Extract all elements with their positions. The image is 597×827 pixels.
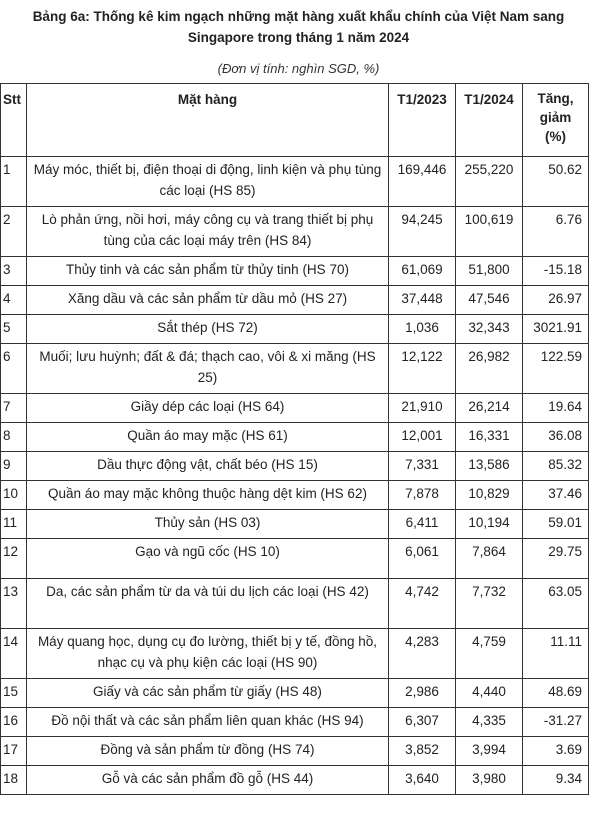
table-row [1, 510, 589, 539]
row-item: Lò phản ứng, nồi hơi, máy công cụ và trang thiết bị phụ tùng của các loại máy trên (HS 84) [27, 207, 389, 257]
row-t1-2023: 4,742 [389, 579, 456, 629]
row-stt: 9 [1, 452, 27, 481]
row-t1-2023: 3,640 [389, 766, 456, 795]
row-stt: 1 [1, 157, 27, 207]
row-item: Đồ nội thất và các sản phẩm liên quan khác (HS 94) [27, 708, 389, 737]
table-row [1, 207, 589, 257]
row-item: Đồng và sản phẩm từ đồng (HS 74) [27, 737, 389, 766]
row-t1-2024: 10,829 [456, 481, 523, 510]
table-row [1, 452, 589, 481]
row-t1-2023: 61,069 [389, 257, 456, 286]
row-t1-2023: 12,122 [389, 344, 456, 394]
row-stt: 8 [1, 423, 27, 452]
row-item: Gỗ và các sản phẩm đồ gỗ (HS 44) [27, 766, 389, 795]
table-row [1, 766, 589, 795]
row-stt: 16 [1, 708, 27, 737]
row-item: Thủy sản (HS 03) [27, 510, 389, 539]
row-stt: 6 [1, 344, 27, 394]
header-change-line2: giảm [539, 110, 572, 125]
table-row [1, 286, 589, 315]
row-change: 122.59 [523, 344, 589, 394]
row-t1-2023: 12,001 [389, 423, 456, 452]
row-change: -31.27 [523, 708, 589, 737]
row-stt: 11 [1, 510, 27, 539]
header-t1-2023: T1/2023 [389, 84, 456, 157]
row-stt: 4 [1, 286, 27, 315]
row-change: 37.46 [523, 481, 589, 510]
table-row [1, 481, 589, 510]
row-item: Giấy và các sản phẩm từ giấy (HS 48) [27, 679, 389, 708]
row-t1-2024: 100,619 [456, 207, 523, 257]
header-change-line3: (%) [545, 129, 566, 144]
row-t1-2023: 6,307 [389, 708, 456, 737]
table-row [1, 737, 589, 766]
table-body [1, 157, 589, 795]
table-title-line2: Singapore trong tháng 1 năm 2024 [187, 30, 410, 45]
row-t1-2023: 21,910 [389, 394, 456, 423]
table-row [1, 679, 589, 708]
row-change: 9.34 [523, 766, 589, 795]
unit-note: (Đơn vị tính: nghìn SGD, %) [217, 61, 380, 76]
table-title-line1: Bảng 6a: Thống kê kim ngạch những mặt hàng xuất khẩu chính của Việt Nam sang [32, 9, 565, 24]
row-t1-2023: 94,245 [389, 207, 456, 257]
table-row [1, 315, 589, 344]
row-change: 29.75 [523, 539, 589, 579]
row-change: 6.76 [523, 207, 589, 257]
row-t1-2024: 7,732 [456, 579, 523, 629]
row-t1-2023: 7,331 [389, 452, 456, 481]
row-change: 26.97 [523, 286, 589, 315]
row-t1-2023: 7,878 [389, 481, 456, 510]
export-table [0, 83, 589, 795]
row-t1-2023: 3,852 [389, 737, 456, 766]
table-title [0, 6, 597, 48]
row-t1-2023: 2,986 [389, 679, 456, 708]
row-t1-2024: 10,194 [456, 510, 523, 539]
row-change: 3.69 [523, 737, 589, 766]
table-row [1, 423, 589, 452]
row-t1-2023: 1,036 [389, 315, 456, 344]
row-item: Xăng dầu và các sản phẩm từ dầu mỏ (HS 27) [27, 286, 389, 315]
header-item: Mặt hàng [27, 84, 389, 157]
row-stt: 2 [1, 207, 27, 257]
row-item: Da, các sản phẩm từ da và túi du lịch các loại (HS 42) [27, 579, 389, 629]
row-item: Gạo và ngũ cốc (HS 10) [27, 539, 389, 579]
row-stt: 7 [1, 394, 27, 423]
row-t1-2024: 3,994 [456, 737, 523, 766]
header-stt: Stt [1, 84, 27, 157]
table-row [1, 579, 589, 629]
row-change: 11.11 [523, 629, 589, 679]
row-item: Thủy tinh và các sản phẩm từ thủy tinh (HS 70) [27, 257, 389, 286]
table-row [1, 394, 589, 423]
row-stt: 5 [1, 315, 27, 344]
row-change: 36.08 [523, 423, 589, 452]
header-change-line1: Tăng, [537, 91, 574, 106]
row-stt: 17 [1, 737, 27, 766]
row-t1-2023: 4,283 [389, 629, 456, 679]
row-change: 50.62 [523, 157, 589, 207]
row-t1-2023: 6,411 [389, 510, 456, 539]
row-t1-2024: 7,864 [456, 539, 523, 579]
table-row [1, 629, 589, 679]
row-stt: 18 [1, 766, 27, 795]
row-t1-2024: 16,331 [456, 423, 523, 452]
row-t1-2024: 26,214 [456, 394, 523, 423]
row-change: -15.18 [523, 257, 589, 286]
row-t1-2024: 47,546 [456, 286, 523, 315]
row-item: Sắt thép (HS 72) [27, 315, 389, 344]
row-change: 59.01 [523, 510, 589, 539]
row-stt: 13 [1, 579, 27, 629]
row-change: 63.05 [523, 579, 589, 629]
row-stt: 15 [1, 679, 27, 708]
row-item: Dầu thực động vật, chất béo (HS 15) [27, 452, 389, 481]
row-t1-2024: 4,759 [456, 629, 523, 679]
row-t1-2024: 26,982 [456, 344, 523, 394]
header-row [1, 84, 589, 157]
row-stt: 12 [1, 539, 27, 579]
header-change [523, 84, 589, 157]
row-t1-2024: 4,440 [456, 679, 523, 708]
table-row [1, 539, 589, 579]
header-t1-2024: T1/2024 [456, 84, 523, 157]
row-stt: 3 [1, 257, 27, 286]
row-t1-2024: 51,800 [456, 257, 523, 286]
row-t1-2024: 32,343 [456, 315, 523, 344]
row-change: 85.32 [523, 452, 589, 481]
row-item: Quần áo may mặc (HS 61) [27, 423, 389, 452]
row-change: 48.69 [523, 679, 589, 708]
row-t1-2024: 255,220 [456, 157, 523, 207]
row-change: 19.64 [523, 394, 589, 423]
row-item: Muối; lưu huỳnh; đất & đá; thạch cao, vôi & xi măng (HS 25) [27, 344, 389, 394]
row-t1-2024: 4,335 [456, 708, 523, 737]
row-stt: 10 [1, 481, 27, 510]
row-t1-2024: 13,586 [456, 452, 523, 481]
row-t1-2023: 37,448 [389, 286, 456, 315]
row-item: Máy quang học, dụng cụ đo lường, thiết bị y tế, đồng hồ, nhạc cụ và phụ kiện các loại (HS 90) [27, 629, 389, 679]
table-row [1, 344, 589, 394]
row-item: Máy móc, thiết bị, điện thoại di động, linh kiện và phụ tùng các loại (HS 85) [27, 157, 389, 207]
row-item: Giầy dép các loại (HS 64) [27, 394, 389, 423]
row-change: 3021.91 [523, 315, 589, 344]
row-t1-2023: 6,061 [389, 539, 456, 579]
row-t1-2024: 3,980 [456, 766, 523, 795]
table-row [1, 157, 589, 207]
table-row [1, 708, 589, 737]
row-stt: 14 [1, 629, 27, 679]
table-row [1, 257, 589, 286]
row-item: Quần áo may mặc không thuộc hàng dệt kim (HS 62) [27, 481, 389, 510]
row-t1-2023: 169,446 [389, 157, 456, 207]
